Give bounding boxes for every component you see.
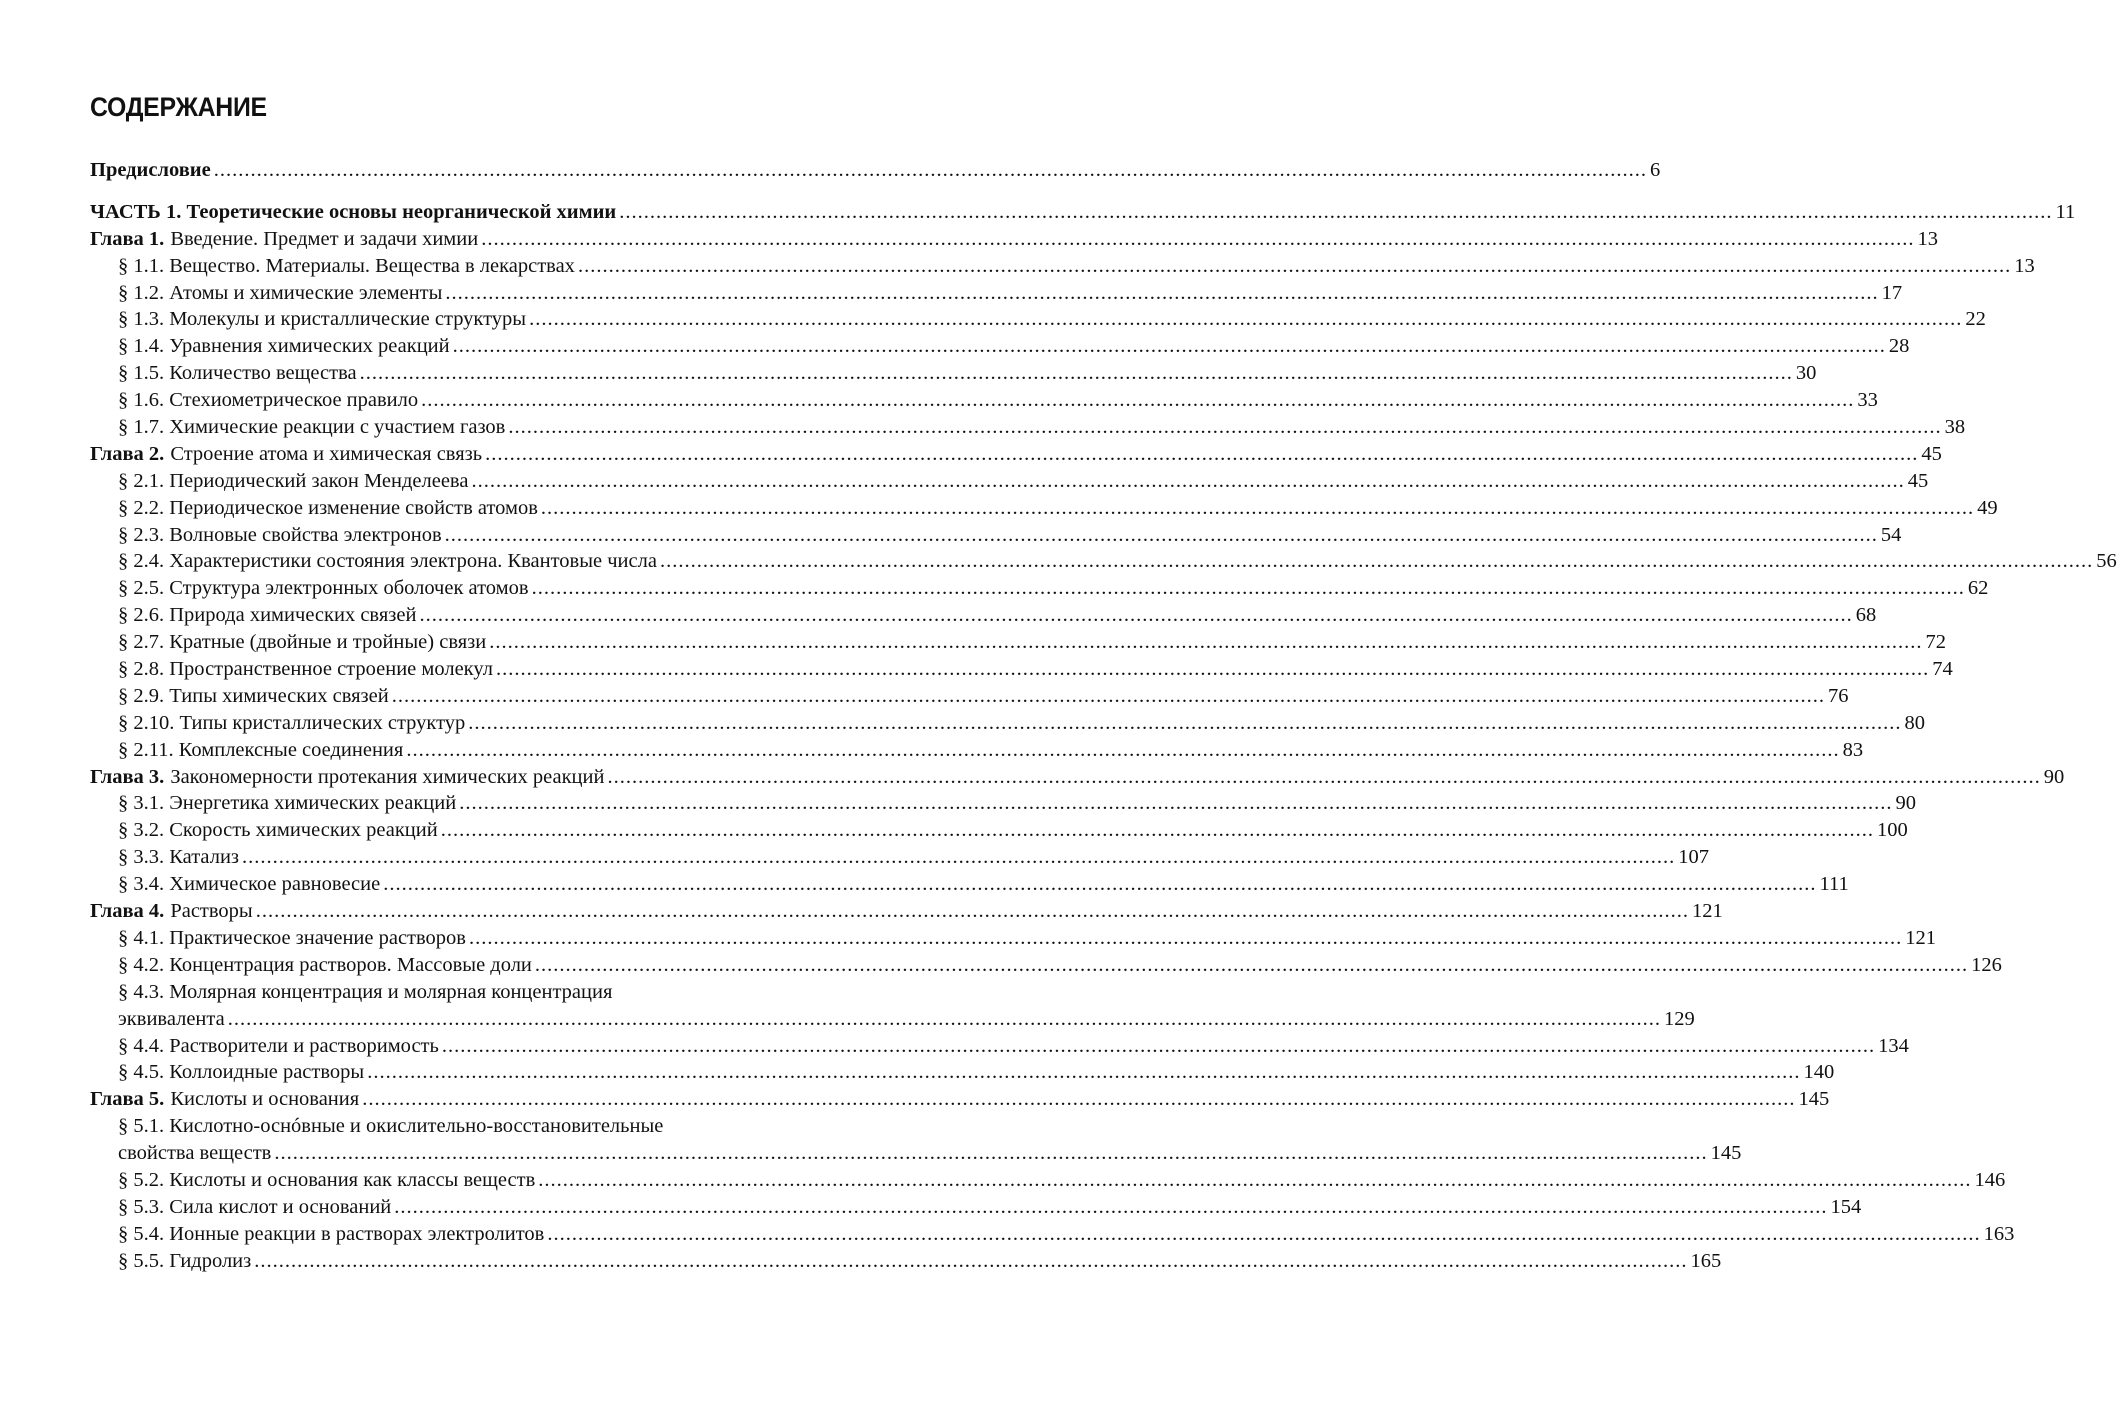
toc-entry-page-number: 62 — [1967, 577, 1989, 600]
toc-leader-dots — [214, 157, 1647, 184]
toc-entry — [90, 1033, 1909, 1060]
toc-entry — [90, 629, 1946, 656]
toc-entry — [90, 548, 2117, 575]
toc-entry-title: свойства веществ — [118, 1142, 272, 1165]
toc-entry-title: Строение атома и химическая связь — [170, 442, 483, 465]
toc-entry-title: § 1.2. Атомы и химические элементы — [118, 281, 443, 304]
toc-leader-dots — [392, 683, 1825, 710]
toc-leader-dots — [469, 925, 1902, 952]
page-title: СОДЕРЖАНИЕ — [90, 92, 267, 122]
toc-entry — [90, 1086, 1830, 1113]
toc-entry-title: ЧАСТЬ 1. Теоретические основы неорганической химии — [90, 200, 617, 223]
toc-entry — [90, 817, 1908, 844]
toc-entry-page-number: 90 — [2043, 765, 2065, 788]
toc-entry-title: § 2.2. Периодическое изменение свойств атомов — [118, 496, 538, 519]
toc-entry-title: § 3.3. Катализ — [118, 846, 240, 869]
toc-entry-title: § 5.3. Сила кислот и оснований — [118, 1195, 392, 1218]
toc-entry-title: § 1.7. Химические реакции с участием газов — [118, 416, 506, 439]
toc-leader-dots — [242, 844, 1675, 871]
toc-entry-page-number: 111 — [1819, 873, 1849, 896]
toc-entry-page-number: 56 — [2096, 550, 2117, 573]
toc-entry-page-number: 74 — [1932, 658, 1953, 681]
toc-entry-page-number: 13 — [1917, 227, 1938, 250]
toc-leader-dots — [445, 280, 1878, 307]
toc-entry-title: § 2.8. Пространственное строение молекул — [118, 658, 493, 681]
toc-leader-dots — [459, 790, 1892, 817]
toc-leader-dots — [441, 817, 1874, 844]
toc-entry-page-number: 146 — [1974, 1168, 2006, 1191]
toc-leader-dots — [383, 871, 1816, 898]
toc-entry — [90, 1248, 1722, 1275]
toc-entry-page-number: 163 — [1983, 1222, 2015, 1245]
toc-entry-title: § 1.3. Молекулы и кристаллические структуры — [118, 308, 527, 331]
toc-entry — [90, 253, 2035, 280]
toc-entry — [90, 737, 1864, 764]
toc-entry-page-number: 145 — [1710, 1142, 1742, 1165]
toc-entry-title: § 5.2. Кислоты и основания как классы веществ — [118, 1168, 536, 1191]
toc-entry-title: § 2.11. Комплексные соединения — [118, 738, 404, 761]
toc-entry-page-number: 38 — [1944, 416, 1966, 439]
toc-entry — [90, 387, 1878, 414]
toc-entry-page-number: 107 — [1678, 846, 1710, 869]
toc-entry-page-number: 90 — [1895, 792, 1916, 815]
toc-entry-page-number: 134 — [1878, 1034, 1909, 1057]
toc-entry-page-number: 72 — [1925, 631, 1946, 654]
toc-entry-page-number: 154 — [1830, 1195, 1862, 1218]
toc-entry-page-number: 121 — [1905, 926, 1936, 949]
toc-entry-title: § 1.6. Стехиометрическое правило — [118, 389, 419, 412]
toc-entry-title: § 4.5. Коллоидные растворы — [118, 1061, 365, 1084]
toc-entry — [90, 1194, 1862, 1221]
toc-leader-dots — [619, 199, 2052, 226]
toc-entry-title: § 2.7. Кратные (двойные и тройные) связи — [118, 631, 487, 654]
toc-entry-page-number: 129 — [1663, 1007, 1695, 1030]
toc-entry — [90, 1059, 1835, 1086]
toc-entry — [90, 790, 1916, 817]
toc-leader-dots — [541, 495, 1974, 522]
toc-leader-dots — [538, 1167, 1971, 1194]
toc-entry-title: § 2.10. Типы кристаллических структур — [118, 711, 466, 734]
toc-entry-chapter-label: Глава 2. — [90, 442, 165, 465]
toc-leader-dots — [256, 898, 1689, 925]
toc-leader-dots — [660, 548, 2093, 575]
toc-entry-title: Кислоты и основания — [170, 1088, 360, 1111]
toc-entry-title: § 3.4. Химическое равновесие — [118, 873, 381, 896]
toc-leader-dots — [489, 629, 1922, 656]
toc-entry — [90, 414, 1966, 441]
toc-leader-dots — [228, 1006, 1661, 1033]
toc-entry-page-number: 11 — [2055, 200, 2076, 223]
toc-leader-dots — [485, 441, 1918, 468]
toc-entry — [90, 522, 1902, 549]
toc-entry-page-number: 80 — [1904, 711, 1926, 734]
toc-entry-page-number: 126 — [1971, 953, 2002, 976]
toc-leader-dots — [535, 952, 1968, 979]
toc-entry-title: § 1.4. Уравнения химических реакций — [118, 335, 450, 358]
toc-entry-title: § 2.6. Природа химических связей — [118, 604, 417, 627]
toc-entry-title: § 2.3. Волновые свойства электронов — [118, 523, 442, 546]
toc-entry-page-number: 68 — [1855, 604, 1877, 627]
toc-entry-title: эквивалента — [118, 1007, 225, 1030]
toc-leader-dots — [471, 468, 1904, 495]
toc-entry-page-number: 100 — [1876, 819, 1908, 842]
toc-entry-page-number: 45 — [1907, 469, 1929, 492]
toc-entry-page-number: 6 — [1649, 159, 1661, 181]
toc-entry-chapter-label: Глава 3. — [90, 765, 165, 788]
toc-entry-title: § 1.5. Количество вещества — [118, 362, 357, 385]
toc-entry-title: Закономерности протекания химических реакций — [170, 765, 605, 788]
toc-entry-page-number: 22 — [1965, 308, 1986, 331]
toc-entry — [90, 1167, 2006, 1194]
toc-leader-dots — [496, 656, 1929, 683]
toc-entry-title: § 4.2. Концентрация растворов. Массовые доли — [118, 953, 532, 976]
toc-entry — [90, 898, 1723, 925]
toc-entry — [90, 575, 1989, 602]
toc-entry — [90, 952, 2002, 979]
toc-leader-dots — [442, 1033, 1875, 1060]
toc-entry — [90, 1221, 2015, 1248]
toc-entry-page-number: 33 — [1857, 389, 1878, 412]
toc-entry — [90, 333, 1910, 360]
toc-entry — [90, 683, 1849, 710]
toc-entry — [90, 468, 1929, 495]
toc-leader-dots — [274, 1140, 1707, 1167]
toc-entry — [90, 844, 1710, 871]
toc-entry-page-number: 45 — [1921, 442, 1942, 465]
toc-entry — [90, 306, 1986, 333]
toc-entry-page-number: 140 — [1803, 1061, 1835, 1084]
toc-leader-dots — [406, 737, 1839, 764]
toc-entry — [90, 1113, 847, 1140]
toc-entry-title: § 2.9. Типы химических связей — [118, 684, 389, 707]
toc-entry-title: § 4.4. Растворители и растворимость — [118, 1034, 439, 1057]
toc-entry-page-number: 13 — [2014, 254, 2035, 277]
toc-leader-dots — [421, 387, 1854, 414]
toc-entry — [90, 602, 1877, 629]
toc-entry — [90, 199, 2076, 226]
toc-entry-title: § 2.1. Периодический закон Менделеева — [118, 469, 469, 492]
toc-leader-dots — [453, 333, 1886, 360]
toc-entry-page-number: 49 — [1977, 496, 1998, 519]
toc-entry — [90, 710, 1926, 737]
toc-entry-page-number: 83 — [1842, 738, 1864, 761]
toc-entry-page-number: 76 — [1827, 684, 1849, 707]
toc-entry-page-number: 54 — [1880, 523, 1902, 546]
toc-leader-dots — [607, 764, 2040, 791]
toc-entry-page-number: 17 — [1881, 281, 1903, 304]
toc-entry-chapter-label: Глава 5. — [90, 1088, 165, 1111]
table-of-contents — [90, 157, 2117, 1275]
toc-entry-title: § 2.4. Характеристики состояния электрона. Квантовые числа — [118, 550, 657, 573]
toc-entry-title: Предисловие — [90, 159, 211, 181]
toc-entry — [90, 441, 1942, 468]
toc-entry — [90, 1140, 1742, 1167]
toc-entry-title: § 4.3. Молярная концентрация и молярная концентрация — [118, 980, 613, 1003]
toc-entry — [90, 979, 847, 1006]
toc-leader-dots — [532, 575, 1965, 602]
toc-leader-dots — [508, 414, 1941, 441]
toc-entry-chapter-label: Глава 1. — [90, 227, 165, 250]
toc-entry-title: § 5.5. Гидролиз — [118, 1249, 252, 1272]
toc-entry — [90, 656, 1953, 683]
toc-leader-dots — [362, 1086, 1795, 1113]
toc-leader-dots — [578, 253, 2011, 280]
toc-leader-dots — [445, 522, 1878, 549]
toc-entry-title: § 5.1. Кислотно-оснóвные и окислительно-восстановительные — [118, 1115, 664, 1138]
toc-leader-dots — [254, 1248, 1687, 1275]
toc-entry-page-number: 28 — [1888, 335, 1910, 358]
toc-entry-title: Введение. Предмет и задачи химии — [170, 227, 479, 250]
toc-leader-dots — [547, 1221, 1980, 1248]
toc-entry — [90, 871, 1849, 898]
toc-entry-title: § 2.5. Структура электронных оболочек атомов — [118, 577, 529, 600]
toc-entry-title: § 3.1. Энергетика химических реакций — [118, 792, 457, 815]
toc-entry — [90, 226, 1938, 253]
toc-entry — [90, 925, 1936, 952]
toc-entry-page-number: 145 — [1798, 1088, 1830, 1111]
toc-entry-chapter-label: Глава 4. — [90, 900, 165, 923]
toc-leader-dots — [394, 1194, 1827, 1221]
toc-leader-dots — [419, 602, 1852, 629]
toc-entry — [90, 360, 1817, 387]
toc-entry — [90, 764, 2065, 791]
toc-leader-dots — [529, 306, 1962, 333]
toc-leader-dots — [367, 1059, 1800, 1086]
toc-entry-title: § 1.1. Вещество. Материалы. Вещества в лекарствах — [118, 254, 575, 277]
toc-leader-dots — [468, 710, 1901, 737]
toc-entry — [90, 157, 1661, 184]
toc-entry-title: § 3.2. Скорость химических реакций — [118, 819, 438, 842]
toc-leader-dots — [360, 360, 1793, 387]
toc-entry-page-number: 165 — [1690, 1249, 1722, 1272]
toc-entry-page-number: 30 — [1795, 362, 1817, 385]
toc-entry-title: Растворы — [170, 900, 253, 923]
toc-entry — [90, 1006, 1695, 1033]
toc-entry-title: § 4.1. Практическое значение растворов — [118, 926, 466, 949]
toc-entry — [90, 495, 1998, 522]
toc-entry — [90, 280, 1903, 307]
toc-entry-title: § 5.4. Ионные реакции в растворах электролитов — [118, 1222, 545, 1245]
toc-leader-dots — [481, 226, 1914, 253]
toc-entry-page-number: 121 — [1691, 900, 1723, 923]
